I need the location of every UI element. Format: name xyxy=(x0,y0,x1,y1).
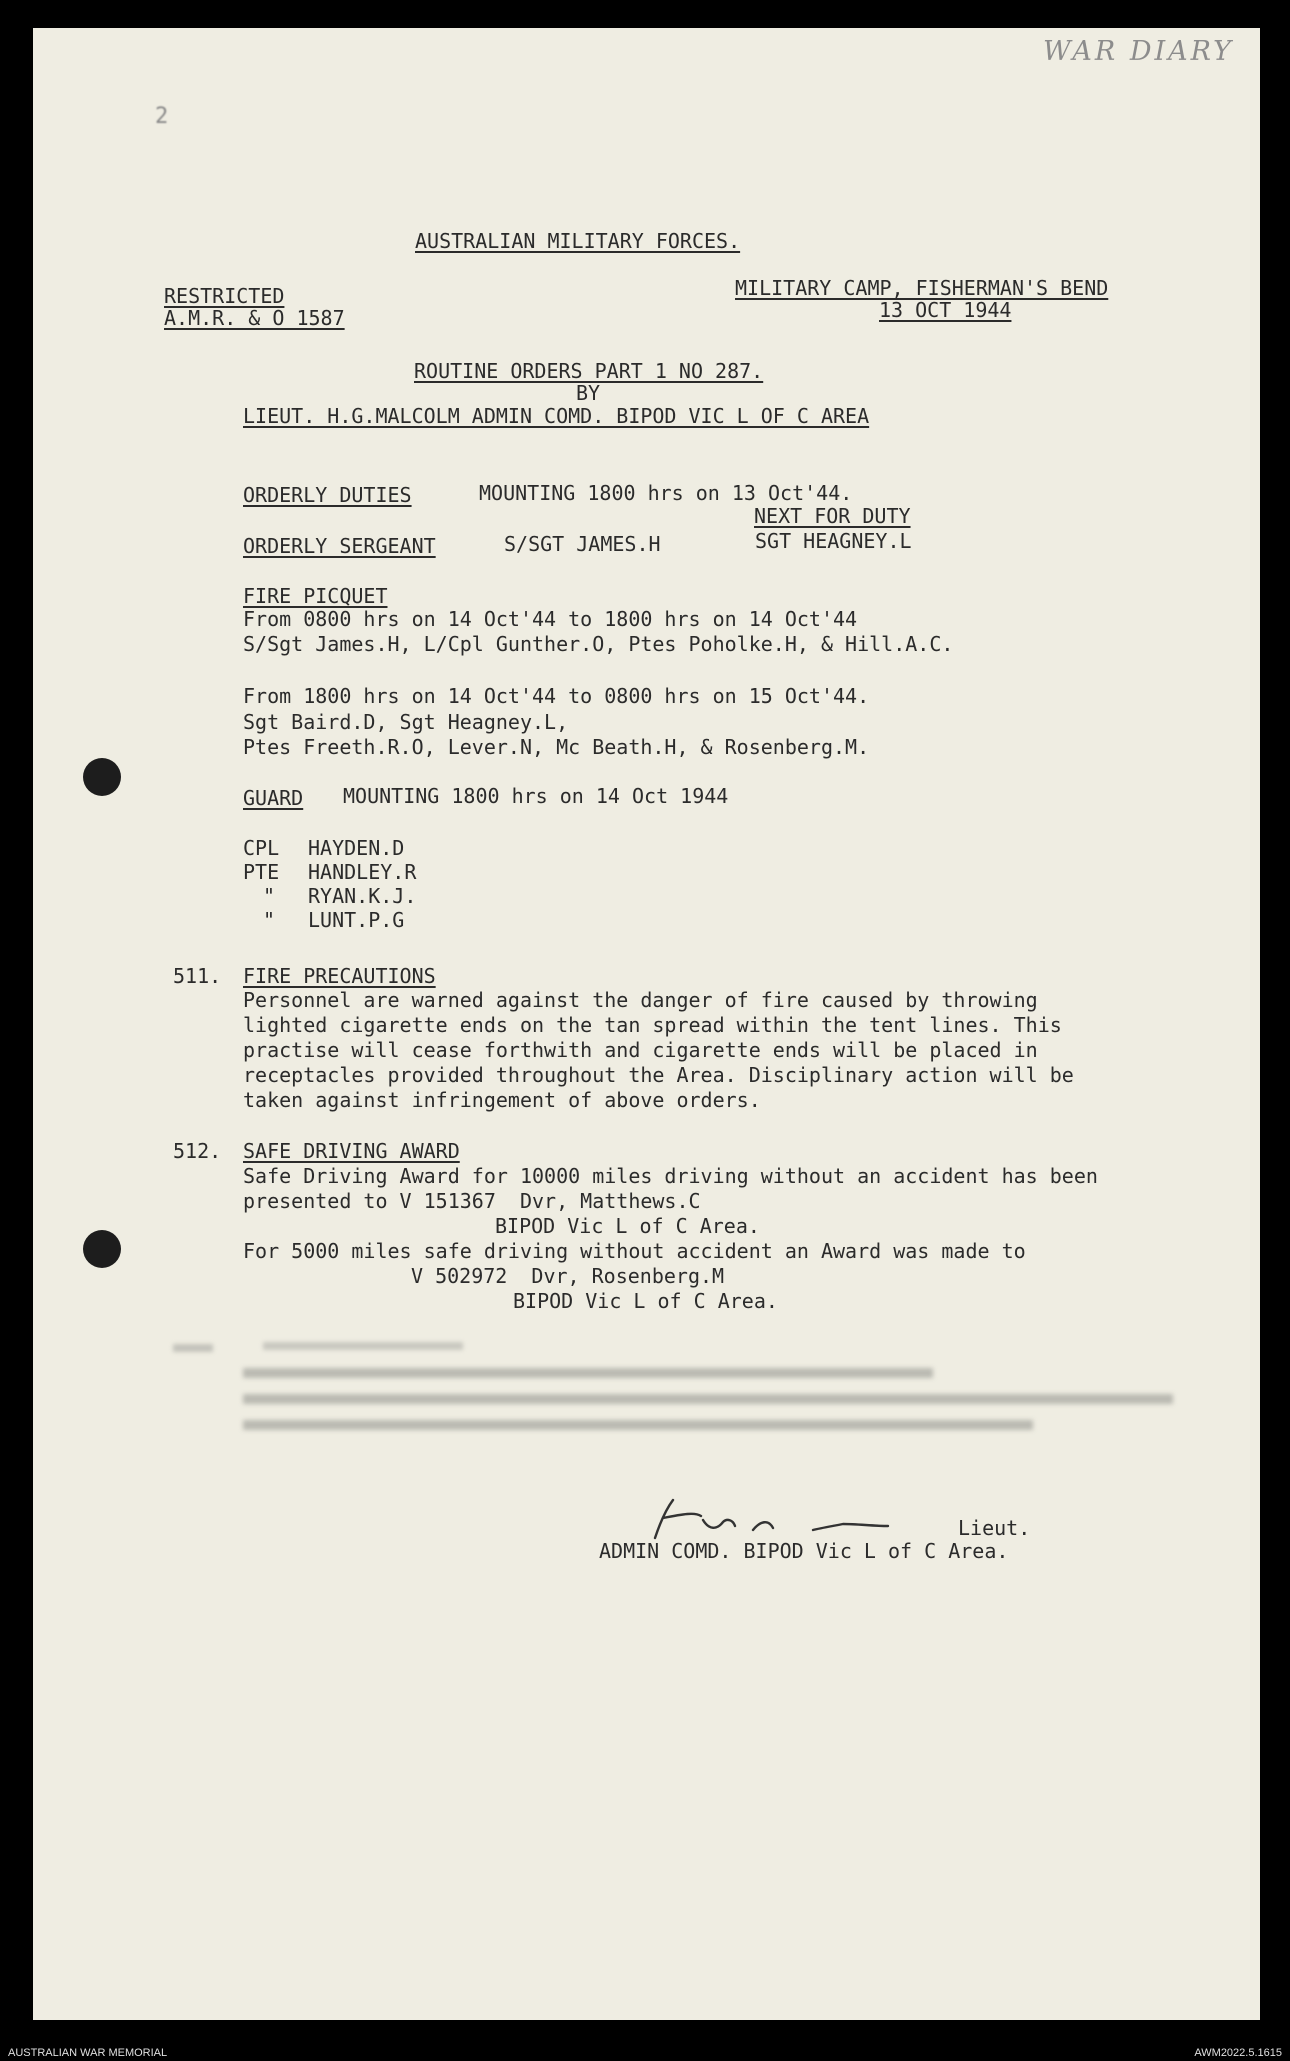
item-line: practise will cease forthwith and cigarette ends will be placed in xyxy=(243,1038,1038,1062)
guard-name: RYAN.K.J. xyxy=(308,884,417,908)
footer-archive-id: AWM2022.5.1615 xyxy=(1194,2047,1282,2059)
order-date: 13 OCT 1944 xyxy=(879,298,1012,322)
orders-issuer: LIEUT. H.G.MALCOLM ADMIN COMD. BIPOD VIC L OF C AREA xyxy=(243,404,870,428)
item-line: For 5000 miles safe driving without accident an Award was made to xyxy=(243,1239,1026,1263)
fire-picquet-label: FIRE PICQUET xyxy=(243,584,388,608)
guard-mounting: MOUNTING 1800 hrs on 14 Oct 1944 xyxy=(343,784,729,808)
item-line: presented to V 151367 Dvr, Matthews.C xyxy=(243,1189,701,1213)
guard-name: HANDLEY.R xyxy=(308,860,417,884)
item-line: lighted cigarette ends on the tan spread within the tent lines. This xyxy=(243,1013,1062,1037)
item-line: taken against infringement of above orders. xyxy=(243,1088,761,1112)
restricted-label: RESTRICTED xyxy=(164,284,285,308)
guard-rank: PTE xyxy=(243,860,280,884)
orderly-duties-mounting: MOUNTING 1800 hrs on 13 Oct'44. xyxy=(479,481,853,505)
camp-location: MILITARY CAMP, FISHERMAN'S BEND xyxy=(735,276,1109,300)
handwritten-note: WAR DIARY xyxy=(1043,36,1234,67)
fire-picquet-line: Sgt Baird.D, Sgt Heagney.L, xyxy=(243,710,569,734)
reference-number: A.M.R. & O 1587 xyxy=(164,306,345,330)
orderly-duties-label: ORDERLY DUTIES xyxy=(243,483,412,507)
item-line: BIPOD Vic L of C Area. xyxy=(513,1289,778,1313)
guard-rank: " xyxy=(263,884,276,908)
fire-picquet-line: From 0800 hrs on 14 Oct'44 to 1800 hrs on 14 Oct'44 xyxy=(243,607,858,631)
document-title: AUSTRALIAN MILITARY FORCES. xyxy=(415,229,741,253)
fire-picquet-line: S/Sgt James.H, L/Cpl Gunther.O, Ptes Poholke.H, & Hill.A.C. xyxy=(243,632,954,656)
margin-mark: 2 xyxy=(155,104,169,129)
next-for-duty-label: NEXT FOR DUTY xyxy=(754,504,911,528)
guard-rank: CPL xyxy=(243,836,280,860)
orders-title: ROUTINE ORDERS PART 1 NO 287. xyxy=(414,359,764,383)
next-sergeant-name: SGT HEAGNEY.L xyxy=(755,529,912,553)
punch-hole xyxy=(83,758,121,796)
item-title: SAFE DRIVING AWARD xyxy=(243,1139,460,1163)
fire-picquet-line: Ptes Freeth.R.O, Lever.N, Mc Beath.H, & Rosenberg.M. xyxy=(243,735,870,759)
item-line: Personnel are warned against the danger of fire caused by throwing xyxy=(243,988,1038,1012)
orders-by: BY xyxy=(576,381,601,405)
item-number: 511. xyxy=(173,964,222,988)
guard-label: GUARD xyxy=(243,786,304,810)
fire-picquet-line: From 1800 hrs on 14 Oct'44 to 0800 hrs on 15 Oct'44. xyxy=(243,684,870,708)
item-title: FIRE PRECAUTIONS xyxy=(243,964,436,988)
item-line: receptacles provided throughout the Area. Disciplinary action will be xyxy=(243,1063,1074,1087)
signature-rank: Lieut. xyxy=(958,1516,1031,1540)
guard-rank: " xyxy=(263,908,276,932)
guard-name: HAYDEN.D xyxy=(308,836,405,860)
guard-name: LUNT.P.G xyxy=(308,908,405,932)
document-page xyxy=(33,28,1260,2020)
orderly-sergeant-label: ORDERLY SERGEANT xyxy=(243,534,436,558)
item-number: 512. xyxy=(173,1139,222,1163)
footer-archive-name: AUSTRALIAN WAR MEMORIAL xyxy=(8,2047,168,2059)
illegible-faded-section xyxy=(173,1338,1173,1448)
punch-hole xyxy=(83,1230,121,1268)
item-line: Safe Driving Award for 10000 miles driving without an accident has been xyxy=(243,1164,1098,1188)
item-line: V 502972 Dvr, Rosenberg.M xyxy=(411,1264,725,1288)
orderly-sergeant-name: S/SGT JAMES.H xyxy=(504,532,661,556)
item-line: BIPOD Vic L of C Area. xyxy=(495,1214,760,1238)
signature-title: ADMIN COMD. BIPOD Vic L of C Area. xyxy=(599,1539,1009,1563)
